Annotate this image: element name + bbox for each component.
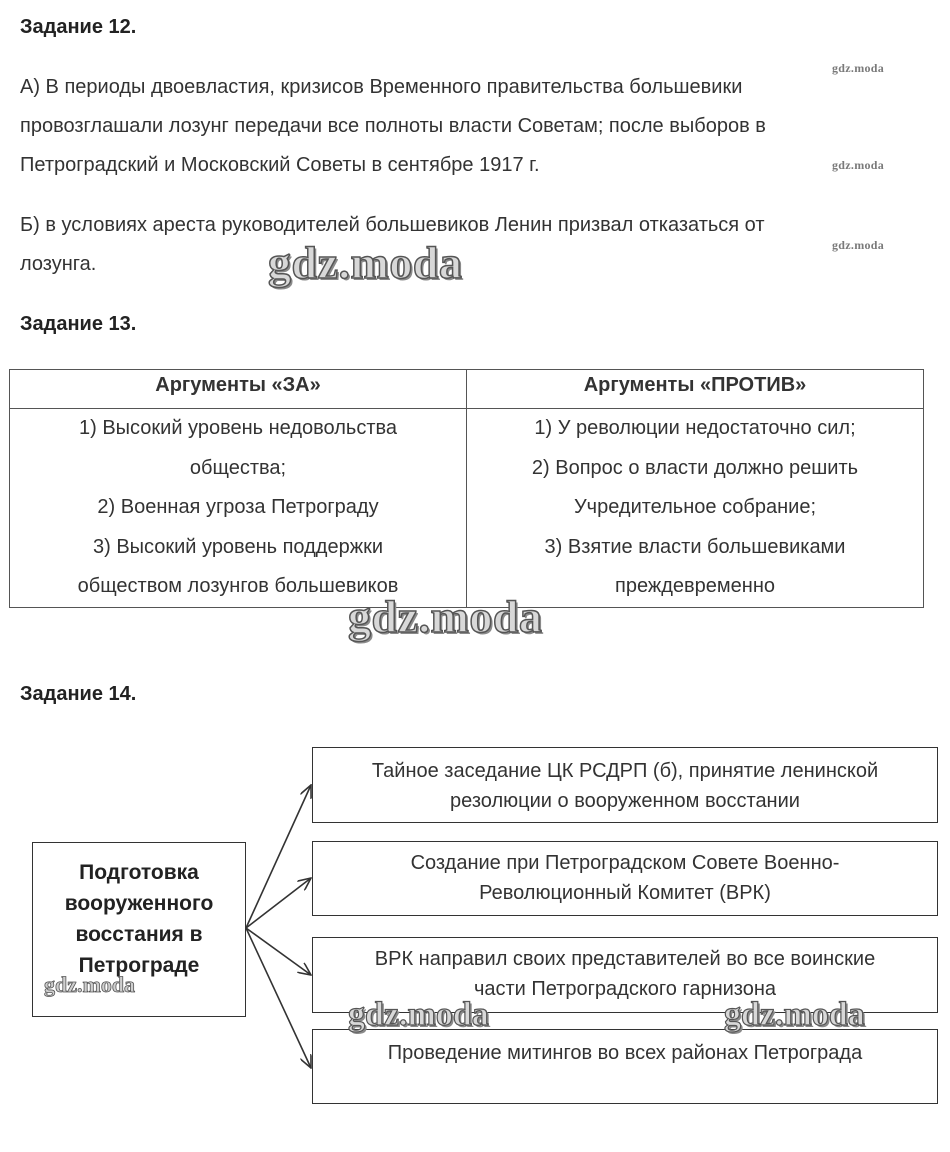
step3-line-1: ВРК направил своих представителей во все воинские — [374, 948, 876, 970]
header-for: Аргументы «ЗА» — [10, 370, 467, 409]
arrow-4 — [246, 928, 311, 1068]
for-line-1: 1) Высокий уровень недовольства — [79, 417, 397, 439]
arrow-3 — [246, 928, 311, 975]
step-box-4 — [312, 1029, 938, 1104]
step2-line-2: Революционный Комитет (ВРК) — [479, 882, 771, 904]
step-box-1 — [312, 747, 938, 823]
watermark-large-1: gdz.moda — [268, 237, 463, 288]
watermark-mid-2: gdz.moda — [724, 996, 865, 1033]
task12-heading: Задание 12. — [20, 16, 137, 38]
for-line-2: общества; — [189, 456, 287, 479]
task12-a-line-3: Петроградский и Московский Советы в сентябре 1917 г. — [20, 154, 540, 176]
watermark-large-2: gdz.moda — [348, 591, 543, 642]
step-box-2 — [312, 841, 938, 916]
arrow-2 — [246, 878, 311, 928]
for-line-5: обществом лозунгов большевиков — [77, 575, 399, 597]
step1-line-2: резолюции о вооруженном восстании — [450, 790, 800, 812]
watermark-small-1: gdz.moda — [832, 61, 885, 75]
against-line-4: 3) Взятие власти большевиками — [544, 535, 846, 558]
for-line-3: 2) Военная угроза Петрограду — [97, 496, 379, 518]
against-line-1: 1) У революции недостаточно сил; — [534, 417, 856, 439]
header-against: Аргументы «ПРОТИВ» — [467, 370, 924, 409]
against-line-2: 2) Вопрос о власти должно решить — [531, 456, 859, 479]
main-line-3: восстания в — [75, 923, 203, 946]
against-line-3: Учредительное собрание; — [573, 496, 817, 518]
against-line-5: преждевременно — [615, 575, 775, 597]
watermark-small-2: gdz.moda — [832, 158, 885, 172]
task14-heading: Задание 14. — [20, 683, 137, 705]
watermark-mid-1: gdz.moda — [348, 996, 489, 1033]
main-line-2: вооруженного — [64, 892, 214, 915]
task13-heading: Задание 13. — [20, 313, 137, 335]
task12-b-line-1: Б) в условиях ареста руководителей большевиков Ленин призвал отказаться от — [20, 214, 765, 236]
for-line-4: 3) Высокий уровень поддержки — [92, 535, 384, 558]
step4-line-1: Проведение митингов во всех районах Петрограда — [387, 1042, 863, 1064]
main-line-1: Подготовка — [79, 861, 199, 884]
step2-line-1: Создание при Петроградском Совете Военно- — [410, 852, 840, 874]
task12-a-line-2: провозглашали лозунг передачи все полноты власти Советам; после выборов в — [20, 115, 766, 137]
watermark-small-3: gdz.moda — [832, 238, 885, 252]
task12-a-line-1: А) В периоды двоевластия, кризисов Временного правительства большевики — [20, 76, 743, 98]
step3-line-2: части Петроградского гарнизона — [473, 978, 777, 1000]
task12-b-line-2: лозунга. — [20, 253, 97, 275]
arrow-1 — [246, 785, 311, 928]
watermark-box: gdz.moda — [44, 972, 136, 997]
step1-line-1: Тайное заседание ЦК РСДРП (б), принятие ленинской — [371, 760, 879, 782]
main-line-4: Петрограде — [78, 954, 200, 977]
